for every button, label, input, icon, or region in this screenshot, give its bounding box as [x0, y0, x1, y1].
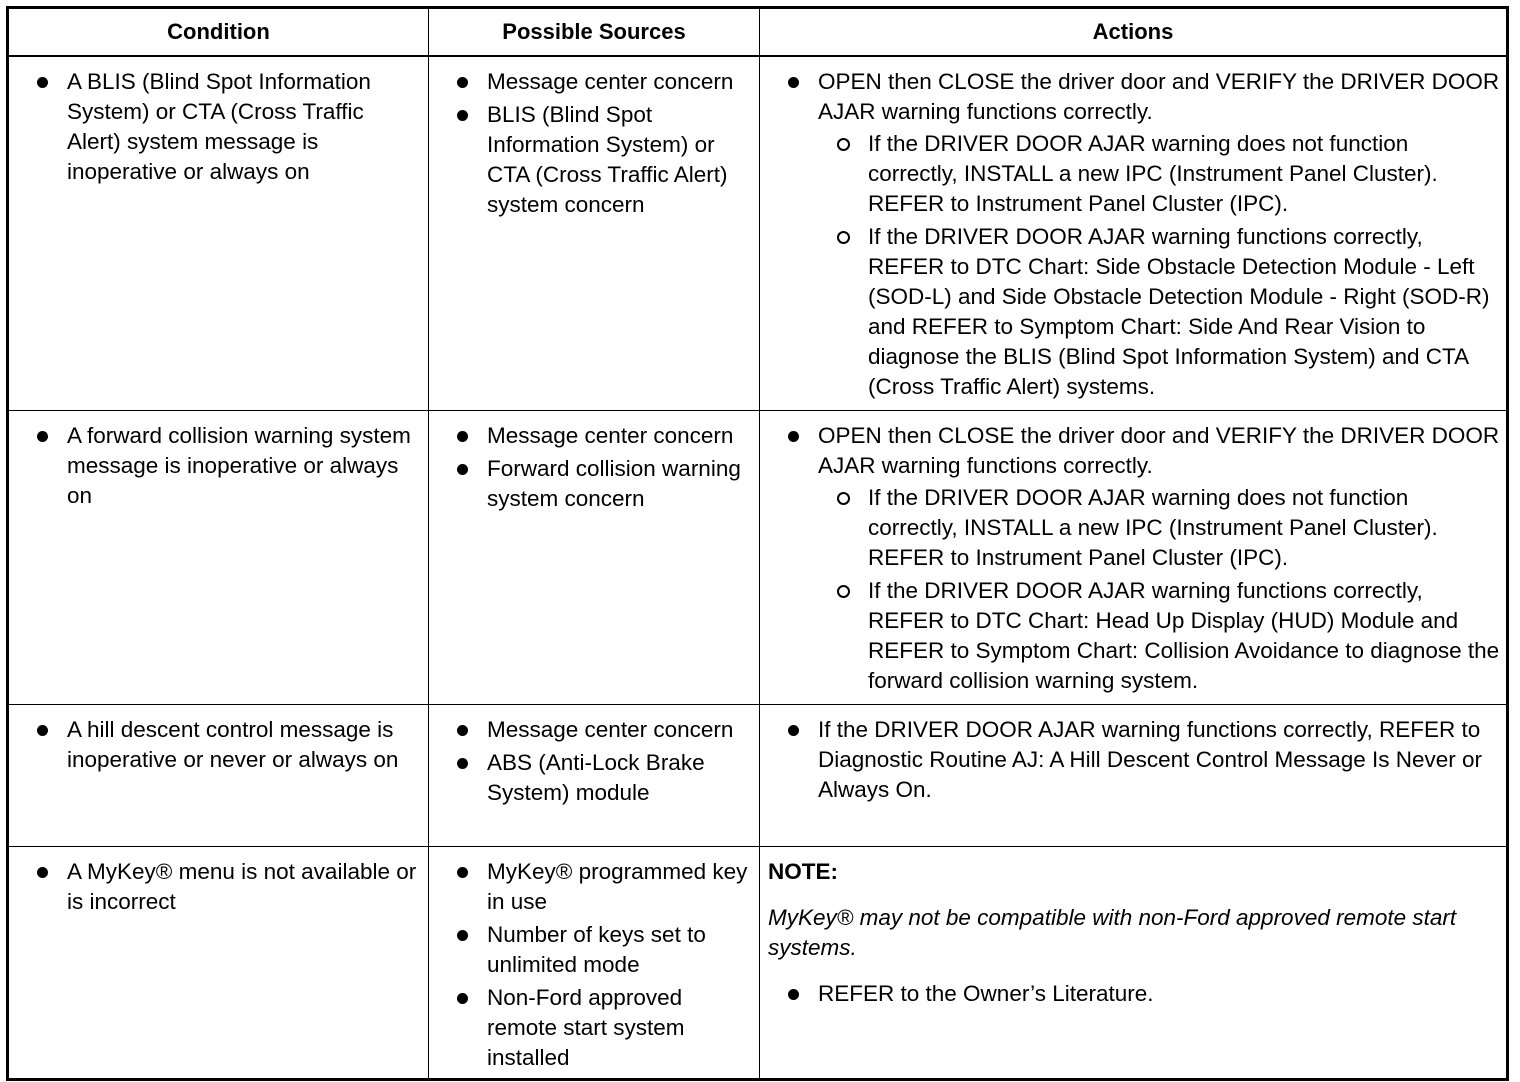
condition-cell [8, 705, 429, 847]
sub-action-text: If the DRIVER DOOR AJAR warning does not function correctly, INSTALL a new IPC (Instrument Panel Cluster). REFER to Instrument Panel Cluster (IPC). [868, 131, 1438, 216]
condition-cell [8, 411, 429, 705]
actions-cell [760, 705, 1508, 847]
sub-action-text: If the DRIVER DOOR AJAR warning functions correctly, REFER to DTC Chart: Side Obstacle Detection Module - Left (SOD-L) and Side Obstacle Detection Module - Right (SOD-R) and REFER to Symptom Chart: Side And Rear Vision to diagnose the BLIS (Blind Spot Information System) and CTA (Cross Traffic Alert) systems. [868, 224, 1490, 399]
source-item [429, 748, 759, 808]
condition-text: A MyKey® menu is not available or is incorrect [67, 859, 417, 914]
sub-action-item [818, 483, 1500, 573]
note-label: NOTE: [768, 859, 838, 884]
hollow-bullet-icon [837, 138, 850, 151]
sources-cell [429, 847, 760, 1080]
condition-text: A forward collision warning system message is inoperative or always on [67, 423, 411, 508]
source-item [429, 100, 759, 220]
bullet-icon [37, 77, 48, 88]
source-item [429, 421, 759, 451]
header-row [8, 8, 1508, 57]
source-text: Message center concern [487, 717, 734, 742]
sub-action-item [818, 129, 1500, 219]
sources-cell [429, 56, 760, 411]
condition-cell [8, 56, 429, 411]
source-text: BLIS (Blind Spot Information System) or CTA (Cross Traffic Alert) system concern [487, 102, 728, 217]
actions-header: Actions [760, 8, 1508, 57]
bullet-icon [788, 431, 799, 442]
source-item [429, 857, 759, 917]
condition-item [9, 421, 428, 511]
condition-item [9, 67, 428, 187]
table-row [8, 705, 1508, 847]
actions-cell [760, 411, 1508, 705]
bullet-icon [37, 867, 48, 878]
bullet-icon [788, 77, 799, 88]
bullet-icon [457, 77, 468, 88]
action-item [760, 67, 1506, 402]
hollow-bullet-icon [837, 231, 850, 244]
sub-action-text: If the DRIVER DOOR AJAR warning functions correctly, REFER to DTC Chart: Head Up Display (HUD) Module and REFER to Symptom Chart: Collision Avoidance to diagnose the forward collision warning system. [868, 578, 1500, 693]
source-text: MyKey® programmed key in use [487, 859, 748, 914]
source-item [429, 983, 759, 1073]
actions-cell [760, 847, 1508, 1080]
source-text: Non-Ford approved remote start system installed [487, 985, 685, 1070]
source-item [429, 67, 759, 97]
action-text: OPEN then CLOSE the driver door and VERIFY the DRIVER DOOR AJAR warning functions correctly. [818, 423, 1500, 478]
source-text: Message center concern [487, 69, 734, 94]
sources-cell [429, 705, 760, 847]
source-item [429, 715, 759, 745]
source-text: Number of keys set to unlimited mode [487, 922, 706, 977]
condition-item [9, 715, 428, 775]
condition-header: Condition [8, 8, 429, 57]
sub-action-item [818, 576, 1500, 696]
table-row [8, 411, 1508, 705]
table-row [8, 56, 1508, 411]
hollow-bullet-icon [837, 585, 850, 598]
action-text: OPEN then CLOSE the driver door and VERIFY the DRIVER DOOR AJAR warning functions correctly. [818, 69, 1500, 124]
bullet-icon [457, 867, 468, 878]
condition-cell [8, 847, 429, 1080]
bullet-icon [457, 993, 468, 1004]
bullet-icon [788, 725, 799, 736]
bullet-icon [788, 989, 799, 1000]
sources-cell [429, 411, 760, 705]
actions-cell [760, 56, 1508, 411]
condition-item [9, 857, 428, 917]
action-text: If the DRIVER DOOR AJAR warning functions correctly, REFER to Diagnostic Routine AJ: A Hill Descent Control Message Is Never or Always On. [818, 717, 1483, 802]
sub-action-text: If the DRIVER DOOR AJAR warning does not function correctly, INSTALL a new IPC (Instrument Panel Cluster). REFER to Instrument Panel Cluster (IPC). [868, 485, 1438, 570]
action-item [760, 421, 1506, 696]
possible-sources-header: Possible Sources [429, 8, 760, 57]
bullet-icon [457, 930, 468, 941]
bullet-icon [37, 431, 48, 442]
condition-text: A BLIS (Blind Spot Information System) or CTA (Cross Traffic Alert) system message is inoperative or always on [67, 69, 371, 184]
bullet-icon [457, 464, 468, 475]
source-text: ABS (Anti-Lock Brake System) module [487, 750, 705, 805]
source-item [429, 920, 759, 980]
diagnostic-table [6, 6, 1509, 1081]
action-item [760, 715, 1506, 805]
bullet-icon [457, 758, 468, 769]
condition-text: A hill descent control message is inoperative or never or always on [67, 717, 399, 772]
bullet-icon [457, 110, 468, 121]
sub-action-item [818, 222, 1500, 402]
source-text: Forward collision warning system concern [487, 456, 741, 511]
action-item [760, 979, 1506, 1009]
note-text: MyKey® may not be compatible with non-Ford approved remote start systems. [768, 905, 1457, 960]
bullet-icon [457, 431, 468, 442]
hollow-bullet-icon [837, 492, 850, 505]
bullet-icon [457, 725, 468, 736]
action-text: REFER to the Owner’s Literature. [818, 981, 1154, 1006]
source-text: Message center concern [487, 423, 734, 448]
bullet-icon [37, 725, 48, 736]
table-row [8, 847, 1508, 1080]
source-item [429, 454, 759, 514]
